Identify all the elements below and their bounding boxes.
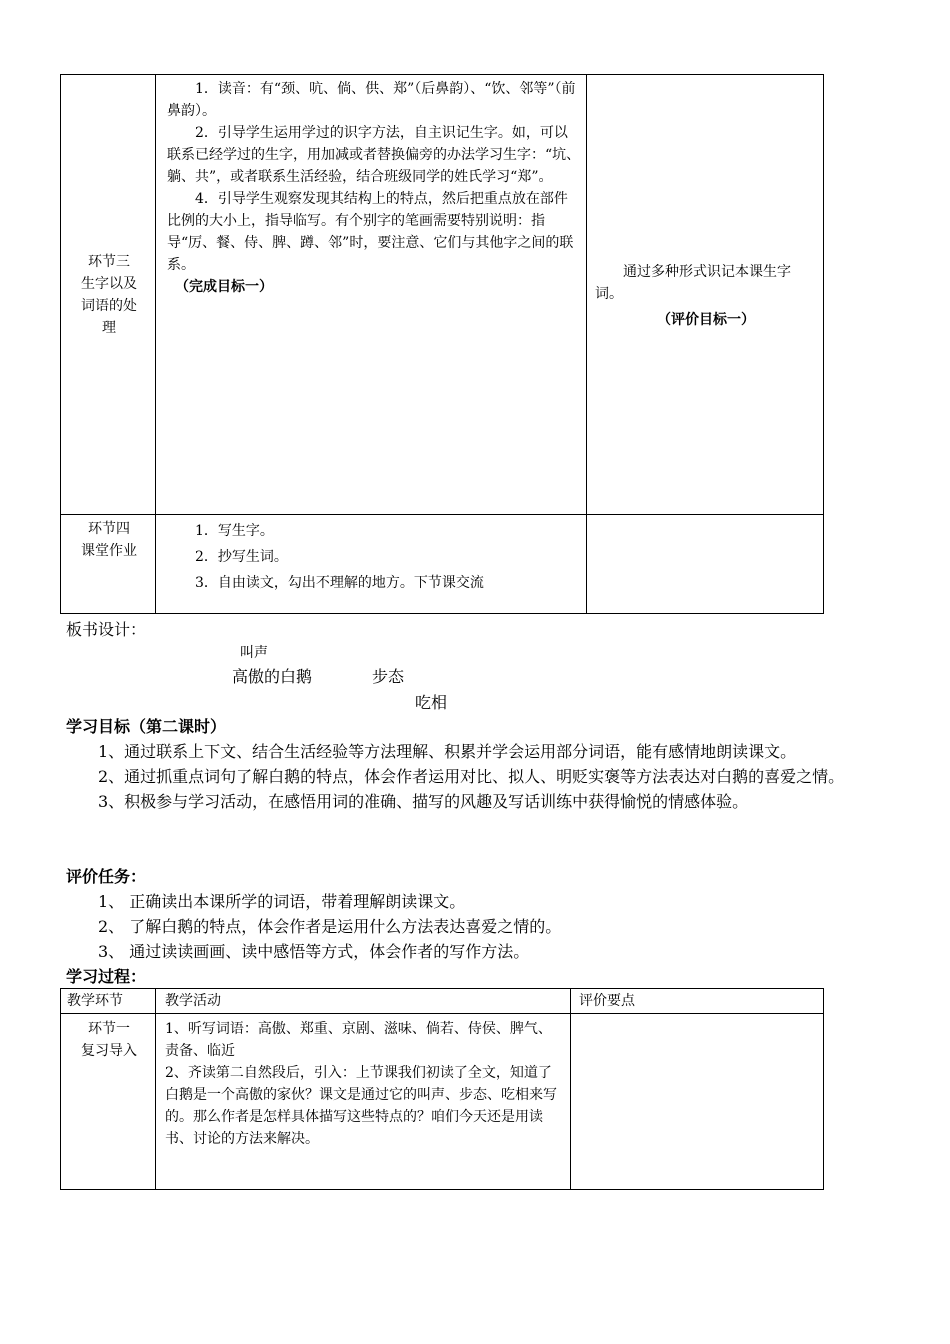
stage-cell-1 (67, 1018, 151, 1062)
column-divider (155, 75, 156, 613)
board-word-top: 叫声 (240, 645, 268, 661)
column-divider (586, 75, 587, 613)
stage-line: 复习导入 (81, 1043, 137, 1059)
board-word-main: 高傲的白鹅 (232, 667, 313, 686)
tasks-heading: 评价任务： (66, 867, 147, 886)
stage-cell-3 (67, 251, 151, 339)
board-design-label: 板书设计： (66, 620, 147, 639)
activity-item: 2、齐读第二自然段后，引入：上节课我们初读了全文，知道了白鹅是一个高傲的家伙？课文是通过它的叫声、步态、吃相来写的。那么作者是怎样具体描写这些特点的？咱们今天还是用读书、讨论的方法来解决。 (165, 1065, 557, 1147)
objective-item: 3、积极参与学习活动，在感悟用词的准确、描写的风趣及写话训练中获得愉悦的情感体验。 (98, 792, 749, 811)
stage-line: 理 (102, 320, 116, 336)
activity-item: 2．抄写生词。 (195, 549, 288, 565)
stage-line: 词语的处 (81, 298, 137, 314)
activities-cell-3 (167, 78, 581, 298)
header-stage: 教学环节 (67, 993, 123, 1009)
activity-item: 4．引导学生观察发现其结构上的特点，然后把重点放在部件比例的大小上，指导临写。有个别字的笔画需要特别说明：指导“厉、餐、侍、脾、蹲、邻”时，要注意、它们与其他字之间的联系。 (167, 191, 574, 273)
column-divider (155, 989, 156, 1189)
lesson-table-part1 (60, 74, 824, 614)
process-table (60, 988, 824, 1190)
stage-line: 环节一 (88, 1021, 130, 1037)
tasks-list (66, 889, 890, 964)
stage-cell-4 (67, 518, 151, 562)
task-item: 1、 正确读出本课所学的词语，带着理解朗读课文。 (98, 892, 466, 911)
board-word-middle: 步态 (372, 667, 405, 686)
objective-item: 2、通过抓重点词句了解白鹅的特点，体会作者运用对比、拟人、明贬实褒等方法表达对白鹅的喜爱之情。 (98, 767, 845, 786)
activity-item: 1．写生字。 (195, 523, 274, 539)
evaluation-cell-3 (595, 261, 817, 331)
task-item: 2、 了解白鹅的特点，体会作者是运用什么方法表达喜爱之情的。 (98, 917, 562, 936)
task-item: 3、 通过读读画画、读中感悟等方式，体会作者的写作方法。 (98, 942, 530, 961)
activity-item: 1、听写词语：高傲、郑重、京剧、滋味、倘若、侍侯、脾气、责备、临近 (165, 1021, 552, 1059)
board-word-bottom: 吃相 (415, 693, 448, 712)
evaluation-note: （评价目标一） (657, 312, 755, 328)
header-evaluation: 评价要点 (579, 993, 635, 1009)
column-divider (570, 989, 571, 1189)
activity-item: 3．自由读文，勾出不理解的地方。下节课交流 (195, 575, 484, 591)
row-divider (61, 514, 823, 515)
row-divider (61, 1013, 823, 1014)
stage-line: 生字以及 (81, 276, 137, 292)
objectives-heading: 学习目标（第二课时） (66, 717, 227, 736)
stage-line: 课堂作业 (81, 543, 137, 559)
activity-item: 1．读音：有“颈、吭、倘、供、郑”（后鼻韵）、“饮、邻等”（前鼻韵）。 (167, 81, 576, 119)
goal-note: （完成目标一） (175, 279, 273, 295)
objective-item: 1、通过联系上下文、结合生活经验等方法理解、积累并学会运用部分词语，能有感情地朗读课文。 (98, 742, 797, 761)
stage-line: 环节四 (88, 521, 130, 537)
activities-cell-1 (165, 1018, 565, 1150)
process-heading: 学习过程： (66, 967, 147, 986)
activity-item: 2．引导学生运用学过的识字方法，自主识记生字。如，可以联系已经学过的生字，用加减或者替换偏旁的办法学习生字：“坑、躺、共”，或者联系生活经验，结合班级同学的姓氏学习“郑”。 (167, 125, 581, 185)
activities-cell-4 (167, 518, 581, 596)
evaluation-text: 通过多种形式识记本课生字词。 (595, 264, 791, 302)
header-activities: 教学活动 (165, 993, 221, 1009)
stage-line: 环节三 (88, 254, 130, 270)
objectives-list (66, 739, 890, 814)
